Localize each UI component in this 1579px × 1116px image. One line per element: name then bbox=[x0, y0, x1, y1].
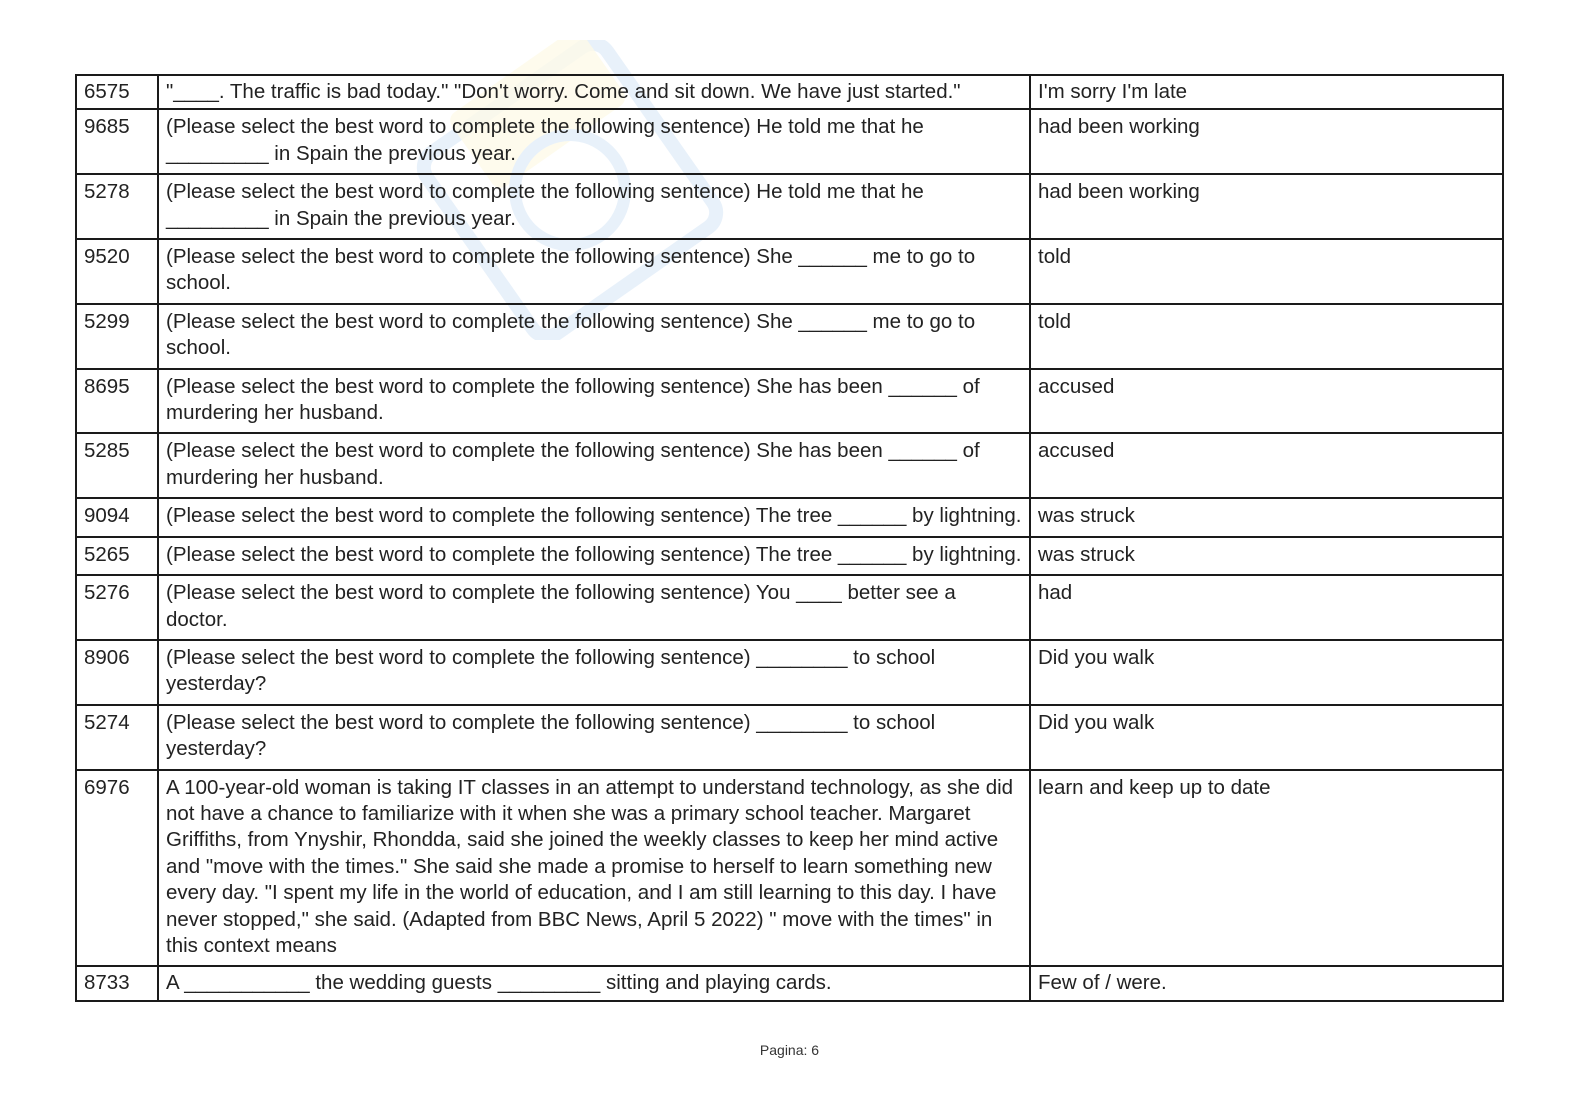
row-question: (Please select the best word to complete the following sentence) He told me that he _________ in Spain the previous year. bbox=[158, 174, 1030, 239]
row-id: 8906 bbox=[76, 640, 158, 705]
row-answer: accused bbox=[1030, 433, 1503, 498]
row-id: 5265 bbox=[76, 537, 158, 575]
row-answer: accused bbox=[1030, 369, 1503, 434]
row-answer: Did you walk bbox=[1030, 640, 1503, 705]
row-id: 8733 bbox=[76, 966, 158, 1000]
table-row bbox=[76, 369, 1503, 434]
row-id: 6976 bbox=[76, 770, 158, 967]
row-question: (Please select the best word to complete the following sentence) She has been ______ of murdering her husband. bbox=[158, 369, 1030, 434]
row-id: 9685 bbox=[76, 109, 158, 174]
row-question: (Please select the best word to complete the following sentence) The tree ______ by lightning. bbox=[158, 537, 1030, 575]
row-id: 9094 bbox=[76, 498, 158, 536]
row-answer: had bbox=[1030, 575, 1503, 640]
table-row bbox=[76, 433, 1503, 498]
table-row bbox=[76, 109, 1503, 174]
row-id: 5276 bbox=[76, 575, 158, 640]
row-question: "____. The traffic is bad today." "Don't worry. Come and sit down. We have just started." bbox=[158, 75, 1030, 109]
row-question: (Please select the best word to complete the following sentence) He told me that he _________ in Spain the previous year. bbox=[158, 109, 1030, 174]
table-row bbox=[76, 75, 1503, 109]
table-row bbox=[76, 705, 1503, 770]
row-id: 5299 bbox=[76, 304, 158, 369]
row-answer: had been working bbox=[1030, 109, 1503, 174]
row-answer: Few of / were. bbox=[1030, 966, 1503, 1000]
row-question: A ___________ the wedding guests _________ sitting and playing cards. bbox=[158, 966, 1030, 1000]
row-question: (Please select the best word to complete the following sentence) The tree ______ by lightning. bbox=[158, 498, 1030, 536]
table-row bbox=[76, 498, 1503, 536]
table-row bbox=[76, 640, 1503, 705]
row-id: 6575 bbox=[76, 75, 158, 109]
row-answer: Did you walk bbox=[1030, 705, 1503, 770]
row-question: (Please select the best word to complete the following sentence) ________ to school yesterday? bbox=[158, 640, 1030, 705]
table-row bbox=[76, 966, 1503, 1000]
row-answer: was struck bbox=[1030, 498, 1503, 536]
row-answer: I'm sorry I'm late bbox=[1030, 75, 1503, 109]
row-answer: learn and keep up to date bbox=[1030, 770, 1503, 967]
row-question: (Please select the best word to complete the following sentence) She ______ me to go to school. bbox=[158, 239, 1030, 304]
row-id: 9520 bbox=[76, 239, 158, 304]
page-number: Pagina: 6 bbox=[759, 1042, 820, 1058]
row-id: 5285 bbox=[76, 433, 158, 498]
row-question: A 100-year-old woman is taking IT classes in an attempt to understand technology, as she did not have a chance to familiarize with it when she was a primary school teacher. Margaret Griffiths, from Ynyshir, Rhondda, said she joined the weekly classes to keep her mind active and "move with the times." She said she made a promise to herself to learn something new every day. "I spent my life in the world of education, and I am still learning to this day. I have never stopped," she said. (Adapted from BBC News, April 5 2022) " move with the times" in this context means bbox=[158, 770, 1030, 967]
qa-table bbox=[75, 74, 1504, 1002]
row-question: (Please select the best word to complete the following sentence) She ______ me to go to school. bbox=[158, 304, 1030, 369]
table-row bbox=[76, 239, 1503, 304]
table-row bbox=[76, 174, 1503, 239]
row-answer: was struck bbox=[1030, 537, 1503, 575]
table-row bbox=[76, 537, 1503, 575]
table-row bbox=[76, 575, 1503, 640]
table-row bbox=[76, 304, 1503, 369]
row-id: 8695 bbox=[76, 369, 158, 434]
table-row bbox=[76, 770, 1503, 967]
row-question: (Please select the best word to complete the following sentence) ________ to school yesterday? bbox=[158, 705, 1030, 770]
row-question: (Please select the best word to complete the following sentence) She has been ______ of murdering her husband. bbox=[158, 433, 1030, 498]
row-id: 5278 bbox=[76, 174, 158, 239]
row-question: (Please select the best word to complete the following sentence) You ____ better see a doctor. bbox=[158, 575, 1030, 640]
row-answer: told bbox=[1030, 304, 1503, 369]
row-id: 5274 bbox=[76, 705, 158, 770]
row-answer: told bbox=[1030, 239, 1503, 304]
row-answer: had been working bbox=[1030, 174, 1503, 239]
